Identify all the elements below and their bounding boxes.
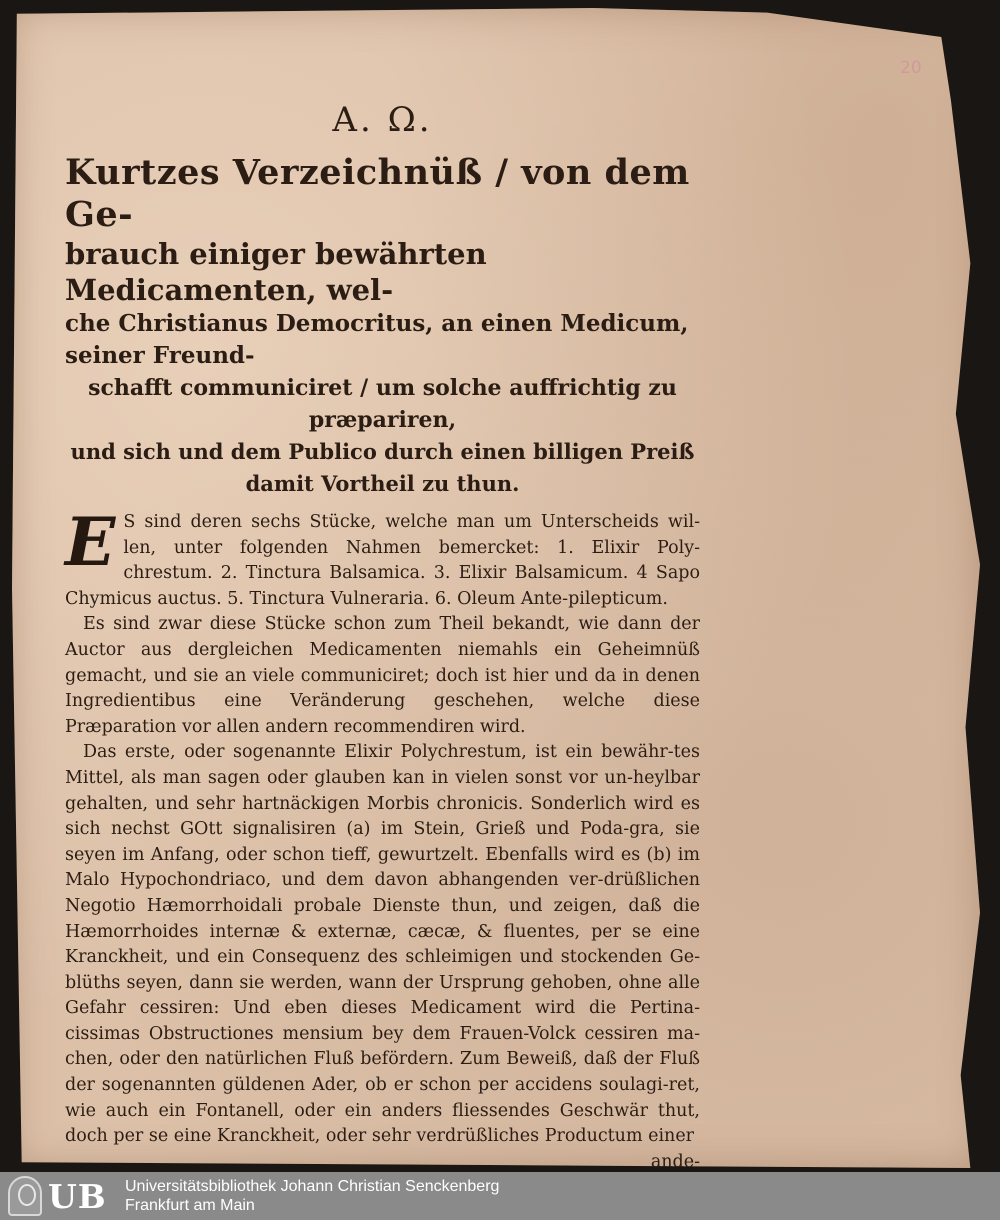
title-line: schafft communiciret / um solche auffrichtig zu præpariren, [88, 375, 677, 433]
drop-cap: E [65, 503, 116, 581]
title-line: damit Vortheil zu thun. [245, 471, 520, 496]
body-text [65, 503, 700, 1175]
title-line: und sich und dem Publico durch einen billigen Preiß [70, 439, 695, 464]
title-line: brauch einiger bewährten Medicamenten, wel- [65, 237, 487, 307]
title-line: Kurtzes Verzeichnüß / von dem Ge- [65, 152, 690, 235]
paragraph: Es sind zwar diese Stücke schon zum Theil bekandt, wie dann der Auctor aus dergleichen Medicamenten niemahls ein Geheimnüß gemacht, und sie an viele communiciret; doch ist hier und da in denen Ingredientibus eine Veränderung geschehen, welche diese Præparation vor allen andern recommendiren wird. [65, 614, 700, 737]
library-city: Frankfurt am Main [125, 1197, 255, 1214]
paragraph [65, 503, 700, 612]
paragraph: Das erste, oder sogenannte Elixir Polychrestum, ist ein bewähr-tes Mittel, als man sagen oder glauben kan in vielen sonst vor un-heylbar gehalten, und sehr hartnäckigen Morbis chronicis. Sonderlich wird es sich nechst GOtt signalisiren (a) im Stein, Grieß und Poda-gra, sie seyen im Anfang, oder schon tieff, gewurtzelt. Ebenfalls wird es (b) im Malo Hypochondriaco, und dem davon abhangenden ver-drüßlichen Negotio Hæmorrhoidali probale Dienste thun, und zeigen, daß die Hæmorrhoides internæ & externæ, cæcæ, & fluentes, per se eine Kranckheit, und ein Consequenz des schleimigen und stockenden Ge-blüths seyen, dann sie werden, wann der Ursprung gehoben, ohne alle Gefahr cessiren: Und eben dieses Medicament wird die Pertina-cissimas Obstructiones mensium bey dem Frauen-Volck cessiren ma-chen, oder den natürlichen Fluß befördern. Zum Beweiß, daß der Fluß der sogenannten güldenen Ader, ob er schon per accidens soulagi-ret, wie auch ein Fontanell, oder ein anders fliessendes Geschwär thut, doch per se eine Kranckheit, oder sehr verdrüßliches Productum einer [65, 742, 700, 1147]
title-line: che Christianus Democritus, an einen Medicum, seiner Freund- [65, 310, 689, 369]
paragraph-text: S sind deren sechs Stücke, welche man um Unterscheids wil-len, unter folgenden Nahmen bemercket: 1. Elixir Poly-chrestum. 2. Tinctura Balsamica. 3. Elixir Balsamicum. 4 Sapo Chymicus auctus. 5. Tinctura Vulneraria. 6. Oleum Ante-pilepticum. [65, 512, 700, 609]
library-logo [8, 1176, 116, 1216]
alpha-omega-heading: A. Ω. [332, 100, 433, 140]
portrait-icon [8, 1176, 42, 1216]
catchword: ande- [650, 1151, 700, 1172]
document-title [65, 152, 700, 500]
library-footer [0, 1172, 1000, 1220]
folio-number: 20 [900, 58, 922, 78]
library-credit [125, 1177, 499, 1215]
logo-text: UB [48, 1176, 107, 1216]
library-name: Universitätsbibliothek Johann Christian Senckenberg [125, 1178, 500, 1195]
page-text [65, 100, 700, 1175]
